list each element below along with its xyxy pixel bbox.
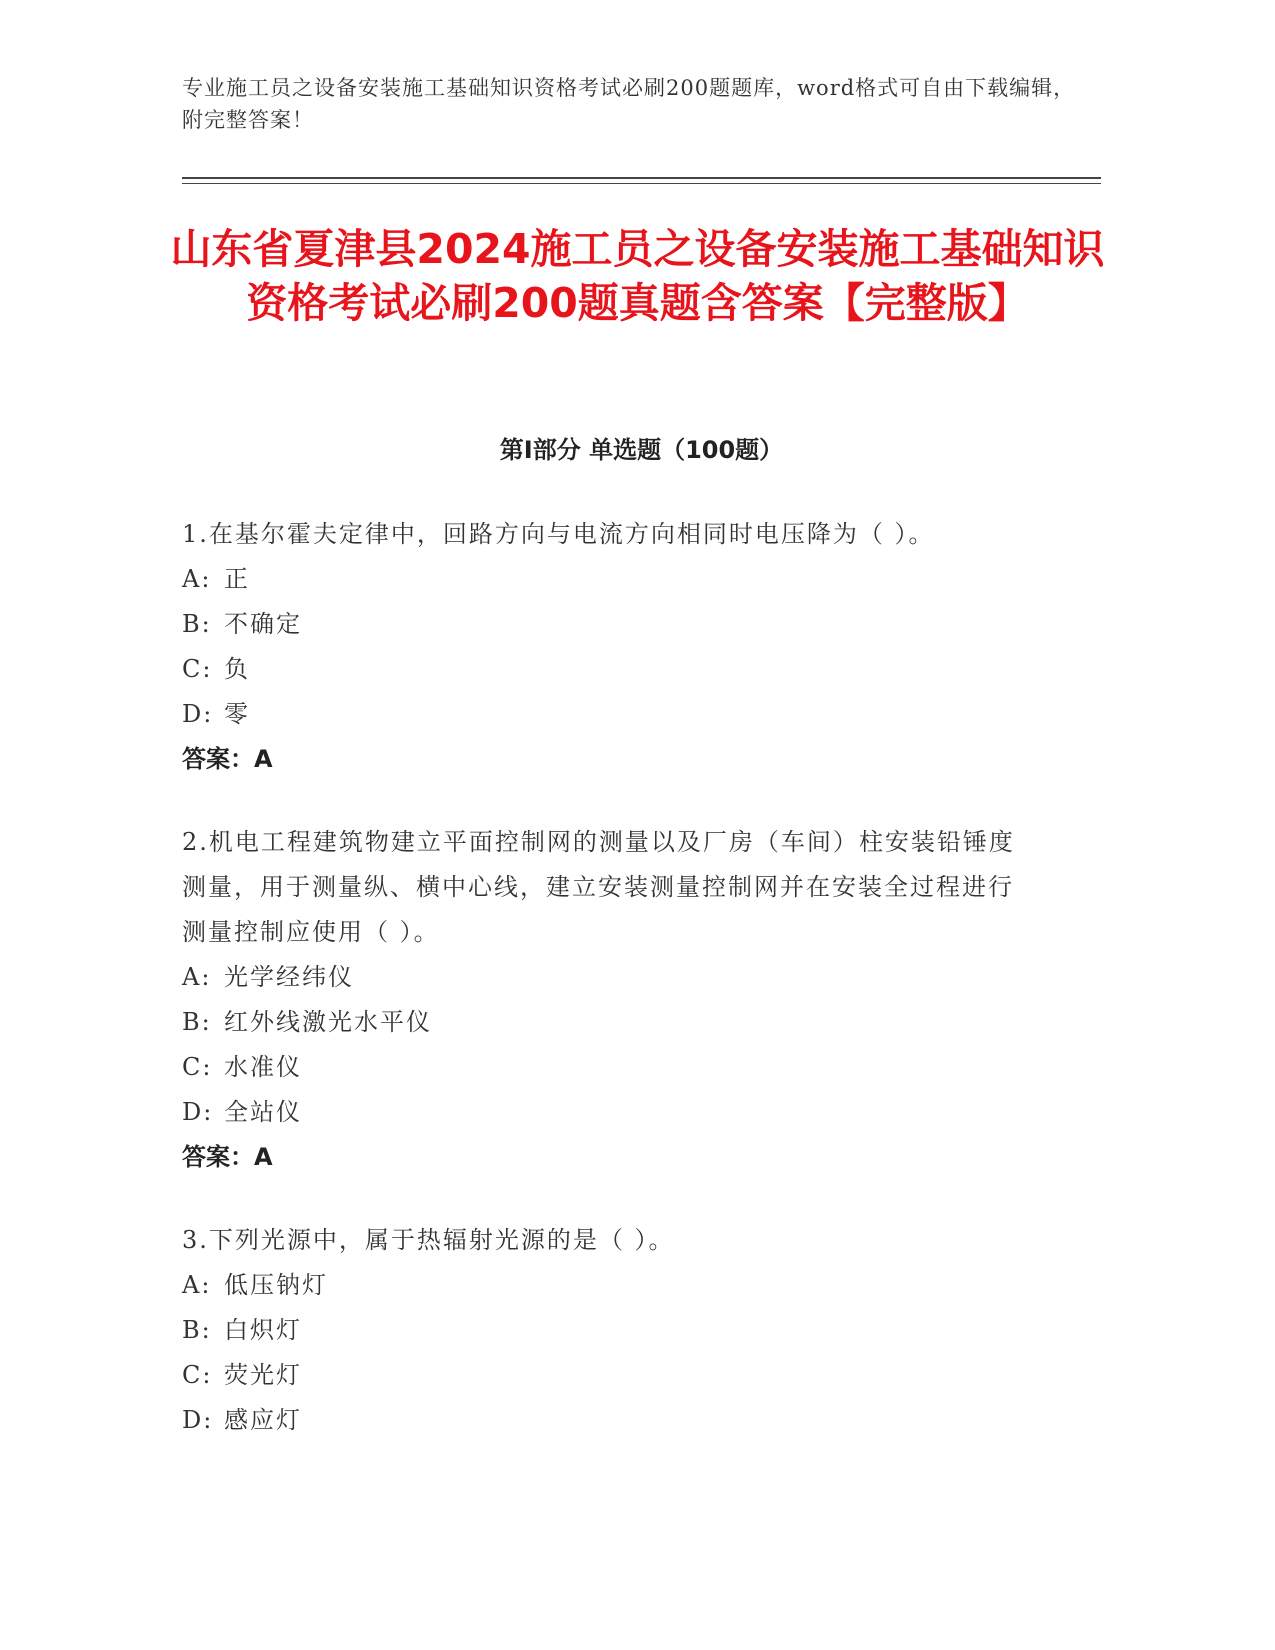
option-a [182, 955, 1037, 1000]
option-text: 不确定 [224, 610, 302, 638]
header-note: 专业施工员之设备安装施工基础知识资格考试必刷200题题库，word格式可自由下载编辑，附完整答案！ [182, 76, 1076, 132]
option-text: 光学经纬仪 [224, 963, 354, 991]
option-label: D: [182, 1098, 214, 1126]
option-text: 荧光灯 [224, 1361, 302, 1389]
header-divider-thick [182, 177, 1101, 179]
option-text: 低压钠灯 [224, 1271, 328, 1299]
question-3 [182, 1218, 1037, 1443]
option-c [182, 647, 1037, 692]
option-label: B: [182, 1316, 212, 1344]
document-title: 山东省夏津县2024施工员之设备安装施工基础知识资格考试必刷200题真题含答案【完整版】 [170, 225, 1105, 327]
option-text: 红外线激光水平仪 [224, 1008, 432, 1036]
option-text: 正 [224, 565, 250, 593]
section-heading: 第I部分 单选题（100题） [499, 436, 784, 464]
option-d [182, 692, 1037, 737]
header-divider-thin [182, 183, 1101, 184]
option-label: B: [182, 610, 212, 638]
option-label: A: [182, 1271, 212, 1299]
answer-line: 答案：A [182, 1143, 273, 1171]
question-stem: 3.下列光源中，属于热辐射光源的是（ ）。 [182, 1226, 675, 1254]
option-b [182, 1308, 1037, 1353]
option-label: C: [182, 1053, 213, 1081]
question-1 [182, 512, 1037, 782]
option-label: D: [182, 700, 214, 728]
option-text: 感应灯 [224, 1406, 302, 1434]
option-label: A: [182, 963, 212, 991]
option-d [182, 1398, 1037, 1443]
question-list [182, 512, 1037, 1481]
option-label: D: [182, 1406, 214, 1434]
option-c [182, 1045, 1037, 1090]
option-label: C: [182, 655, 213, 683]
option-b [182, 602, 1037, 647]
option-text: 全站仪 [224, 1098, 302, 1126]
option-a [182, 1263, 1037, 1308]
answer-line: 答案：A [182, 745, 273, 773]
question-stem: 2.机电工程建筑物建立平面控制网的测量以及厂房（车间）柱安装铅锤度测量，用于测量纵、横中心线，建立安装测量控制网并在安装全过程进行测量控制应使用（ ）。 [182, 828, 1015, 946]
question-2 [182, 820, 1037, 1180]
option-text: 负 [224, 655, 250, 683]
option-label: A: [182, 565, 212, 593]
question-stem: 1.在基尔霍夫定律中，回路方向与电流方向相同时电压降为（ ）。 [182, 520, 935, 548]
option-text: 水准仪 [224, 1053, 302, 1081]
option-text: 白炽灯 [224, 1316, 302, 1344]
option-d [182, 1090, 1037, 1135]
option-a [182, 557, 1037, 602]
option-b [182, 1000, 1037, 1045]
option-label: B: [182, 1008, 212, 1036]
option-text: 零 [224, 700, 250, 728]
option-label: C: [182, 1361, 213, 1389]
option-c [182, 1353, 1037, 1398]
